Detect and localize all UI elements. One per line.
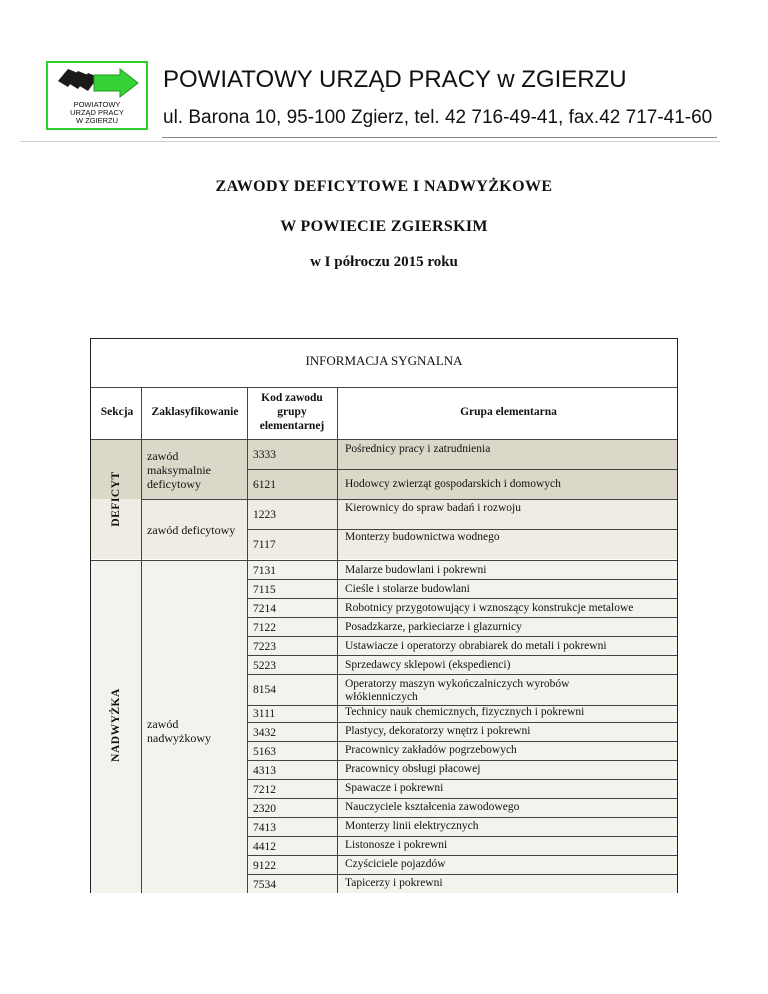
logo-line-1: POWIATOWY bbox=[73, 100, 121, 109]
row-code: 4313 bbox=[253, 765, 276, 777]
logo bbox=[46, 61, 148, 130]
row-group: Czyściciele pojazdów bbox=[345, 858, 446, 870]
row-code: 7115 bbox=[253, 584, 276, 596]
header-divider bbox=[162, 137, 717, 138]
row-code: 3111 bbox=[253, 708, 276, 720]
signal-information-table bbox=[90, 338, 678, 893]
grid-hline bbox=[247, 798, 677, 799]
grid-hline bbox=[247, 579, 677, 580]
grid-hline bbox=[247, 617, 677, 618]
row-group: Pracownicy zakładów pogrzebowych bbox=[345, 744, 517, 756]
logo-cards-arrow-icon bbox=[54, 67, 142, 101]
grid-hline bbox=[247, 874, 677, 875]
row-code: 7413 bbox=[253, 822, 276, 834]
row-code: 7212 bbox=[253, 784, 276, 796]
grid-hline bbox=[247, 598, 677, 599]
row-code: 5223 bbox=[253, 660, 276, 672]
logo-line-2: URZĄD PRACY bbox=[70, 108, 124, 117]
header-section: Sekcja bbox=[100, 406, 134, 418]
classification-max-deficit bbox=[147, 449, 211, 491]
header-group: Grupa elementarna bbox=[460, 406, 557, 418]
grid-hline bbox=[247, 836, 677, 837]
organization-name: POWIATOWY URZĄD PRACY w ZGIERZU bbox=[163, 66, 627, 93]
row-code: 7131 bbox=[253, 565, 276, 577]
section-label-surplus: NADWYŻKA bbox=[110, 688, 122, 762]
document-subtitle: W POWIECIE ZGIERSKIM bbox=[280, 218, 488, 235]
row-code: 2320 bbox=[253, 803, 276, 815]
row-group: Posadzkarze, parkieciarze i glazurnicy bbox=[345, 621, 522, 633]
row-group: Plastycy, dekoratorzy wnętrz i pokrewni bbox=[345, 725, 531, 737]
row-code: 4412 bbox=[253, 841, 276, 853]
grid-hline bbox=[247, 760, 677, 761]
grid-hline bbox=[247, 855, 677, 856]
row-group: Operatorzy maszyn wykończalniczych wyrobów włókienniczych bbox=[345, 678, 570, 703]
row-code: 8154 bbox=[253, 684, 276, 696]
grid-hline-section-divider bbox=[91, 560, 677, 561]
row-group: Malarze budowlani i pokrewni bbox=[345, 564, 487, 576]
grid-vline-section bbox=[141, 387, 142, 893]
row-code: 9122 bbox=[253, 860, 276, 872]
header-code-line-3: elementarnej bbox=[259, 420, 325, 432]
row-group: Pracownicy obsługi płacowej bbox=[345, 763, 481, 775]
classification-line: nadwyżkowy bbox=[147, 731, 211, 745]
header-code-line-2: grupy bbox=[277, 406, 307, 418]
row-group: Sprzedawcy sklepowi (ekspedienci) bbox=[345, 659, 511, 671]
classification-line: zawód bbox=[147, 717, 179, 731]
grid-hline bbox=[247, 469, 677, 470]
row-code: 3333 bbox=[253, 449, 276, 461]
grid-hline-header-bottom bbox=[91, 439, 677, 440]
section-label-deficit: DEFICYT bbox=[110, 471, 122, 527]
row-code: 7117 bbox=[253, 539, 276, 551]
row-code: 7122 bbox=[253, 622, 276, 634]
classification-line: deficytowy bbox=[147, 477, 201, 491]
row-group: Spawacze i pokrewni bbox=[345, 782, 444, 794]
classification-deficit: zawód deficytowy bbox=[147, 523, 236, 537]
grid-hline-header-top bbox=[91, 387, 677, 388]
row-code: 3432 bbox=[253, 727, 276, 739]
logo-line-3: W ZGIERZU bbox=[75, 116, 119, 125]
row-group: Ustawiacze i operatorzy obrabiarek do metali i pokrewni bbox=[345, 640, 607, 652]
grid-hline bbox=[247, 779, 677, 780]
logo-text bbox=[48, 101, 146, 125]
row-code: 1223 bbox=[253, 509, 276, 521]
organization-address: ul. Barona 10, 95-100 Zgierz, tel. 42 716-49-41, fax.42 717-41-60 bbox=[163, 107, 713, 128]
grid-hline bbox=[247, 817, 677, 818]
row-group: Technicy nauk chemicznych, fizycznych i pokrewni bbox=[345, 706, 585, 718]
grid-hline bbox=[141, 499, 677, 500]
row-code: 6121 bbox=[253, 479, 276, 491]
header-divider-light bbox=[20, 141, 720, 142]
classification-surplus bbox=[147, 717, 211, 745]
grid-hline bbox=[247, 722, 677, 723]
grid-hline bbox=[247, 655, 677, 656]
header-code bbox=[247, 391, 337, 433]
row-code: 7214 bbox=[253, 603, 276, 615]
document-period: w I półroczu 2015 roku bbox=[310, 254, 458, 270]
row-group: Monterzy linii elektrycznych bbox=[345, 820, 479, 832]
document-title: ZAWODY DEFICYTOWE I NADWYŻKOWE bbox=[215, 178, 553, 195]
row-group: Hodowcy zwierząt gospodarskich i domowych bbox=[345, 478, 561, 490]
row-code: 5163 bbox=[253, 746, 276, 758]
row-group: Nauczyciele kształcenia zawodowego bbox=[345, 801, 520, 813]
grid-hline bbox=[247, 674, 677, 675]
row-code: 7223 bbox=[253, 641, 276, 653]
header-classification: Zaklasyfikowanie bbox=[151, 406, 239, 418]
row-group: Kierownicy do spraw badań i rozwoju bbox=[345, 502, 521, 514]
grid-hline bbox=[247, 741, 677, 742]
row-code: 7534 bbox=[253, 879, 276, 891]
row-group: Pośrednicy pracy i zatrudnienia bbox=[345, 443, 491, 455]
grid-hline bbox=[247, 529, 677, 530]
row-group: Cieśle i stolarze budowlani bbox=[345, 583, 470, 595]
grid-hline bbox=[247, 636, 677, 637]
header-code-line-1: Kod zawodu bbox=[261, 392, 323, 404]
classification-line: zawód bbox=[147, 449, 179, 463]
classification-line: maksymalnie bbox=[147, 463, 211, 477]
row-group: Robotnicy przygotowujący i wznoszący konstrukcje metalowe bbox=[345, 602, 634, 614]
row-group: Monterzy budownictwa wodnego bbox=[345, 531, 500, 543]
table-caption: INFORMACJA SYGNALNA bbox=[305, 353, 463, 368]
row-group: Tapicerzy i pokrewni bbox=[345, 877, 443, 889]
row-group: Listonosze i pokrewni bbox=[345, 839, 448, 851]
